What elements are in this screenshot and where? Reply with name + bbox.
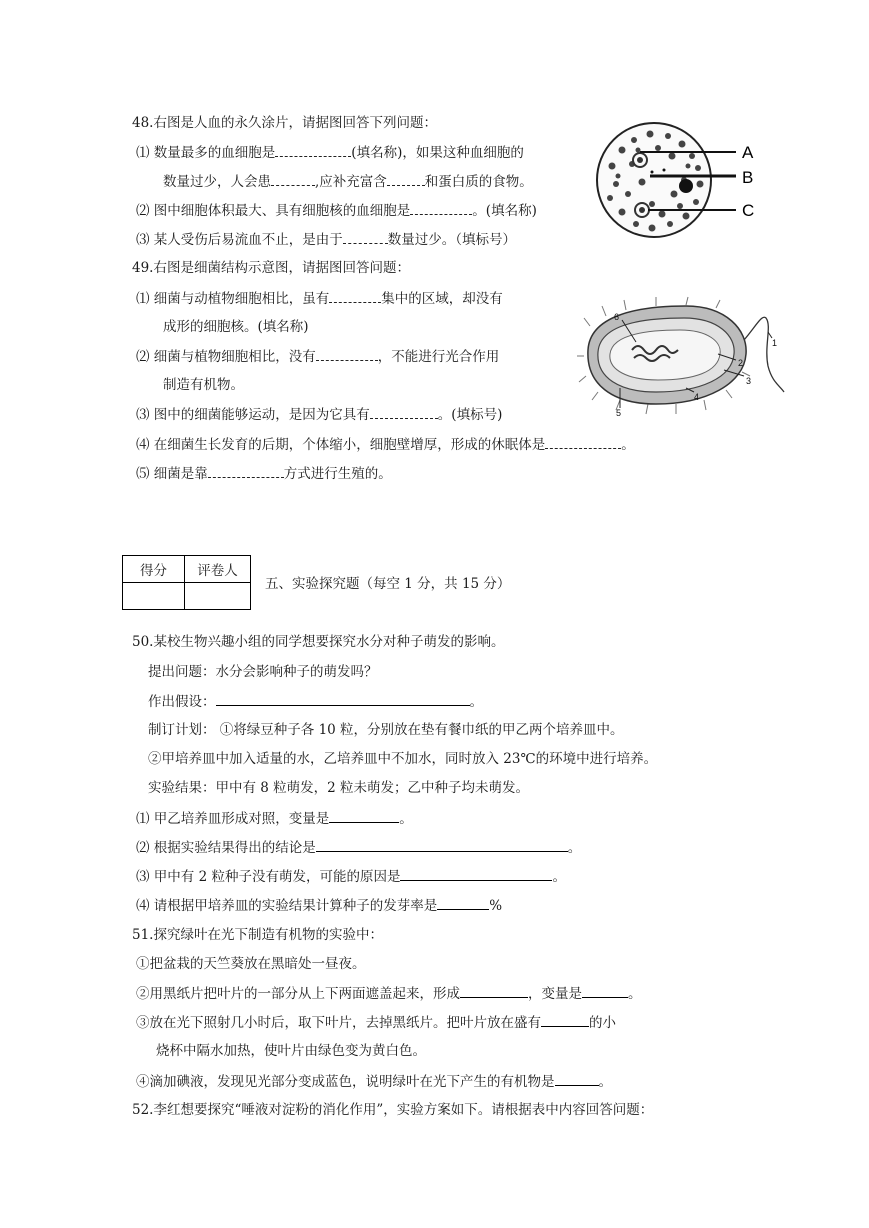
q51-step-2: ②用黑纸片把叶片的一部分从上下两面遮盖起来，形成 ，变量是 。 [136,986,642,1002]
q50-question: 提出问题：水分会影响种子的萌发吗？ [148,664,378,680]
q51-step-1: ①把盆栽的天竺葵放在黑暗处一昼夜。 [136,956,366,972]
score-cell[interactable] [123,583,185,610]
answer-blank[interactable] [271,172,315,186]
q49-item-3: ⑶ 图中的细菌能够运动，是因为它具有 。(填标号) [136,407,503,423]
fig-label: B [742,168,754,187]
fig-label: 3 [746,376,752,386]
q50-sub-1: ⑴ 甲乙培养皿形成对照，变量是 。 [136,811,413,827]
answer-blank[interactable] [387,172,425,186]
q51-step-3-line-1: ③放在光下照射几小时后，取下叶片，去掉黑纸片。把叶片放在盛有 的小 [136,1015,616,1031]
q50-sub-4: ⑷ 请根据甲培养皿的实验结果计算种子的发芽率是 % [136,898,503,914]
answer-blank[interactable] [545,435,621,449]
fig-label: A [742,143,754,162]
answer-blank[interactable] [541,1013,589,1027]
q50-sub-3: ⑶ 甲中有 2 粒种子没有萌发，可能的原因是 。 [136,869,566,885]
answer-blank[interactable] [329,809,399,823]
q51-step-3-line-2: 烧杯中隔水加热，使叶片由绿色变为黄白色。 [156,1043,426,1059]
grader-cell[interactable] [185,583,251,610]
q49-item-5: ⑸ 细菌是靠 方式进行生殖的。 [136,466,392,482]
q50-sub-2: ⑵ 根据实验结果得出的结论是 。 [136,840,582,856]
q50-plan-2: ②甲培养皿中加入适量的水，乙培养皿中不加水，同时放入 23℃的环境中进行培养。 [148,751,658,767]
answer-blank[interactable] [555,1072,599,1086]
q49-item-1-line-1: ⑴ 细菌与动植物细胞相比，虽有 集中的区域，却没有 [136,291,503,307]
q50-result: 实验结果：甲中有 8 粒萌发，2 粒未萌发；乙中种子均未萌发。 [148,780,530,796]
answer-blank[interactable] [329,289,381,303]
large-cell [679,179,693,193]
answer-blank[interactable] [437,896,489,910]
fig-label: 5 [616,408,622,418]
q48-item-1-line-1: ⑴ 数量最多的血细胞是 (填名称)，如果这种血细胞的 [136,145,524,161]
q52-title: 52.李红想要探究“唾液对淀粉的消化作用”，实验方案如下。请根据表中内容回答问题： [132,1102,654,1118]
answer-blank[interactable] [316,838,568,852]
answer-blank[interactable] [400,867,552,881]
answer-blank[interactable] [460,984,528,998]
fig-label: C [742,201,755,220]
answer-blank[interactable] [410,201,472,215]
grader-header: 评卷人 [185,556,251,583]
q49-item-4: ⑷ 在细菌生长发育的后期，个体缩小，细胞壁增厚，形成的休眠体是 。 [136,437,635,453]
q50-plan-1: 制订计划： ①将绿豆种子各 10 粒，分别放在垫有餐巾纸的甲乙两个培养皿中。 [148,722,624,738]
q49-item-1-line-2: 成形的细胞核。(填名称) [163,319,309,335]
answer-blank[interactable] [208,464,284,478]
answer-blank[interactable] [343,230,388,244]
answer-blank[interactable] [370,405,438,419]
q48-item-3: ⑶ 某人受伤后易流血不止，是由于 数量过少。（填标号） [136,232,517,248]
score-header: 得分 [123,556,185,583]
q48-item-2: ⑵ 图中细胞体积最大、具有细胞核的血细胞是 。(填名称) [136,203,537,219]
answer-blank[interactable] [216,692,470,706]
q51-title: 51.探究绿叶在光下制造有机物的实验中： [132,927,383,943]
blood-smear-figure [592,120,772,242]
q48-item-1-line-2: 数量过少，人会患 ,应补充富含 和蛋白质的食物。 [163,174,533,190]
answer-blank[interactable] [275,143,351,157]
score-table [122,555,251,610]
q50-title: 50.某校生物兴趣小组的同学想要探究水分对种子萌发的影响。 [132,634,505,650]
answer-blank[interactable] [316,347,378,361]
fig-label: 1 [772,338,778,348]
q48-title: 48.右图是人血的永久涂片，请据图回答下列问题： [132,115,437,131]
q49-item-2-line-2: 制造有机物。 [163,377,244,393]
answer-blank[interactable] [582,984,628,998]
q51-step-4: ④滴加碘液，发现见光部分变成蓝色，说明绿叶在光下产生的有机物是 。 [136,1074,612,1090]
section-5-title: 五、实验探究题（每空 1 分，共 15 分） [265,576,511,592]
q49-title: 49.右图是细菌结构示意图，请据图回答问题： [132,260,410,276]
fig-label: 6 [614,312,620,322]
bacteria-figure [576,296,786,420]
q50-hypothesis: 作出假设： 。 [148,694,483,710]
fig-label: 2 [738,358,744,368]
fig-label: 4 [694,392,700,402]
q49-item-2-line-1: ⑵ 细菌与植物细胞相比，没有 ，不能进行光合作用 [136,349,500,365]
